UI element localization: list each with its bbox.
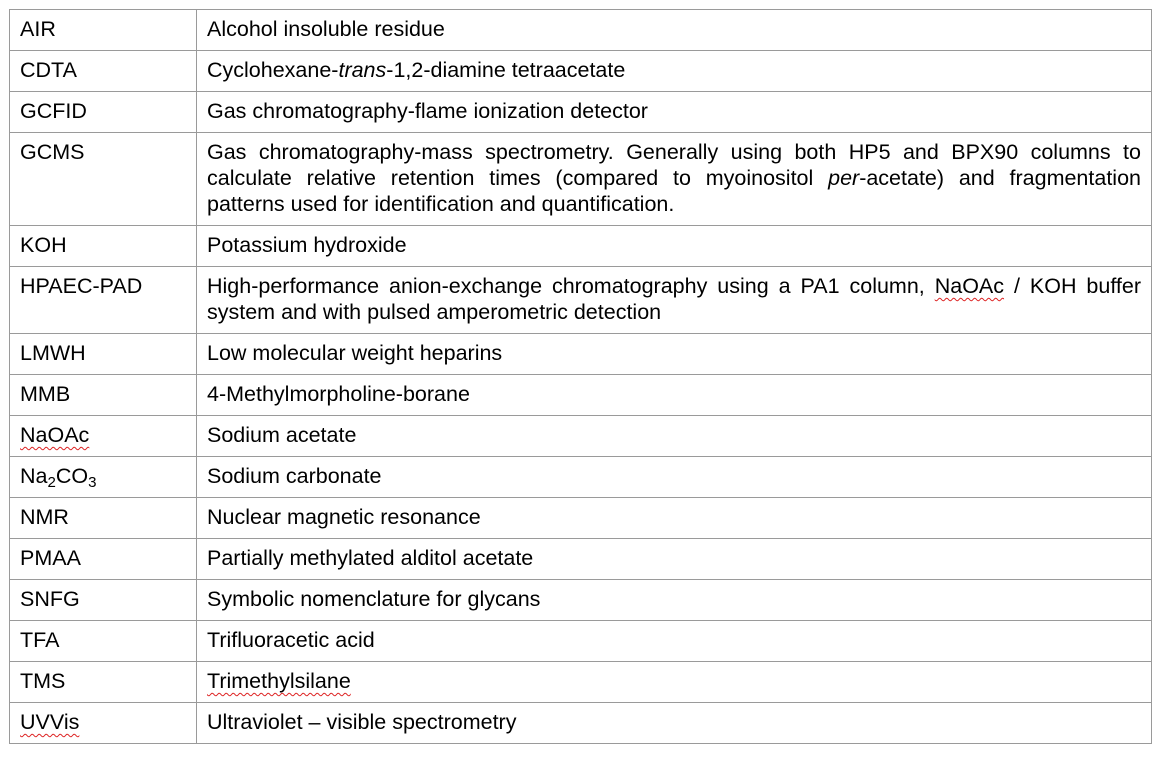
abbreviation-cell: TFA: [10, 621, 197, 662]
definition-cell: Gas chromatography-flame ionization detector: [197, 92, 1152, 133]
table-row: [10, 498, 1152, 539]
definition-cell: Symbolic nomenclature for glycans: [197, 580, 1152, 621]
spellcheck-flagged-word: Trimethylsilane: [207, 669, 351, 693]
table-row: [10, 133, 1152, 226]
definition-text: Cyclohexane-: [207, 58, 339, 82]
abbreviation-cell: MMB: [10, 375, 197, 416]
abbreviation-cell: KOH: [10, 226, 197, 267]
table-row: [10, 457, 1152, 498]
definition-cell: [197, 662, 1152, 703]
definition-text: Gas chromatography-mass spectrometry. Generally using both HP5 and BPX90 columns to calculate relative retention times (compared to myoinositol: [207, 140, 1141, 190]
definition-cell: Ultraviolet – visible spectrometry: [197, 703, 1152, 744]
definition-text: High-performance anion-exchange chromatography using a PA1 column,: [207, 274, 935, 298]
formula-subscript: 2: [47, 474, 56, 491]
abbreviation-cell: [10, 416, 197, 457]
spellcheck-flagged-word: UVVis: [20, 710, 80, 734]
abbreviation-cell: [10, 457, 197, 498]
abbreviations-table: [9, 9, 1152, 744]
definition-cell: 4-Methylmorpholine-borane: [197, 375, 1152, 416]
abbreviation-cell: PMAA: [10, 539, 197, 580]
table-row: [10, 580, 1152, 621]
table-row: [10, 92, 1152, 133]
formula-part: Na: [20, 464, 48, 488]
definition-cell: Nuclear magnetic resonance: [197, 498, 1152, 539]
formula-part: CO: [55, 464, 89, 488]
definition-cell: [197, 51, 1152, 92]
definition-cell: Partially methylated alditol acetate: [197, 539, 1152, 580]
definition-cell: [197, 267, 1152, 334]
definition-italic-text: per: [828, 166, 860, 190]
abbreviation-cell: GCMS: [10, 133, 197, 226]
abbreviation-cell: HPAEC-PAD: [10, 267, 197, 334]
definition-text: -acetate) and fragmentation patterns used for identification and quantification.: [207, 166, 1141, 216]
formula-subscript: 3: [88, 474, 97, 491]
definition-cell: Trifluoracetic acid: [197, 621, 1152, 662]
table-row: [10, 703, 1152, 744]
abbreviation-cell: CDTA: [10, 51, 197, 92]
definition-text: -1,2-diamine tetraacetate: [386, 58, 626, 82]
table-row: [10, 267, 1152, 334]
abbreviation-cell: TMS: [10, 662, 197, 703]
abbreviation-cell: GCFID: [10, 92, 197, 133]
definition-cell: Sodium carbonate: [197, 457, 1152, 498]
table-row: [10, 226, 1152, 267]
table-row: [10, 375, 1152, 416]
table-row: [10, 334, 1152, 375]
abbreviation-cell: [10, 703, 197, 744]
spellcheck-flagged-word: NaOAc: [934, 274, 1005, 298]
definition-cell: Low molecular weight heparins: [197, 334, 1152, 375]
table-row: [10, 416, 1152, 457]
definition-cell: Potassium hydroxide: [197, 226, 1152, 267]
definition-italic-text: trans: [338, 58, 387, 82]
abbreviation-cell: NMR: [10, 498, 197, 539]
definition-cell: [197, 133, 1152, 226]
table-row: [10, 51, 1152, 92]
definition-cell: Alcohol insoluble residue: [197, 10, 1152, 51]
table-row: [10, 539, 1152, 580]
table-row: [10, 662, 1152, 703]
abbreviation-cell: AIR: [10, 10, 197, 51]
abbreviation-cell: SNFG: [10, 580, 197, 621]
abbreviation-cell: LMWH: [10, 334, 197, 375]
definition-text: / KOH buffer system and with pulsed amperometric detection: [207, 274, 1142, 324]
table-row: [10, 621, 1152, 662]
definition-cell: Sodium acetate: [197, 416, 1152, 457]
spellcheck-flagged-word: NaOAc: [20, 423, 90, 447]
table-row: [10, 10, 1152, 51]
